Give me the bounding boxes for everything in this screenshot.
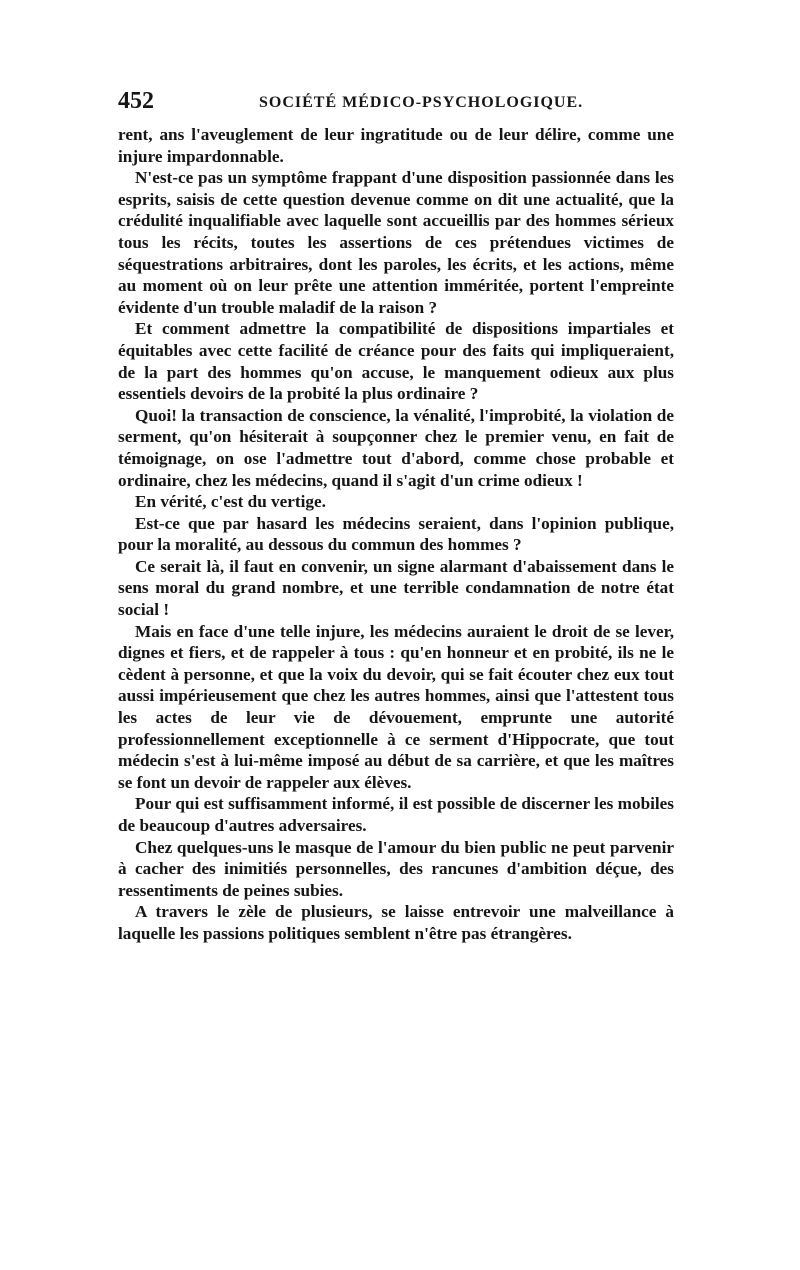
paragraph: Ce serait là, il faut en convenir, un signe alarmant d'abaissement dans le sens moral du grand nombre, et une terrible condamnation de notre état social ! [118,556,674,620]
page-number: 452 [118,88,154,114]
paragraph: rent, ans l'aveuglement de leur ingratitude ou de leur délire, comme une injure impardonnable. [118,125,674,166]
paragraph: Chez quelques-uns le masque de l'amour du bien public ne peut parvenir à cacher des inimitiés personnelles, des rancunes d'ambition déçue, des ressentiments de peines subies. [118,837,674,900]
paragraph: Et comment admettre la compatibilité de dispositions impartiales et équitables avec cette facilité de créance pour des faits qui impliqueraient, de la part des hommes qu'on accuse, le manquement odieux aux plus essentiels devoirs de la probité la plus ordinaire ? [118,319,674,404]
paragraph: En vérité, c'est du vertige. [135,492,326,512]
paragraph: Quoi! la transaction de conscience, la vénalité, l'improbité, la violation de serment, qu'on hésiterait à soupçonner chez le premier venu, en fait de témoignage, on ose l'admettre tout d'abord, comme chose probable et ordinaire, chez les médecins, quand il s'agit d'un crime odieux ! [118,405,674,490]
paragraph: Est-ce que par hasard les médecins seraient, dans l'opinion publique, pour la moralité, au dessous du commun des hommes ? [118,513,674,555]
running-head: SOCIÉTÉ MÉDICO-PSYCHOLOGIQUE. [259,94,584,111]
paragraph: Mais en face d'une telle injure, les médecins auraient le droit de se lever, dignes et fiers, et de rappeler à tous : qu'en honneur et en probité, ils ne le cèdent à personne, et que la voix du devoir, qui se fait écouter chez eux tout aussi impérieusement que chez les autres hommes, ainsi que l'attestent tous les actes de leur vie de dévouement, emprunte une autorité professionnellement exceptionnelle à ce serment d'Hippocrate, que tout médecin s'est à lui-même imposé au début de sa carrière, et que les maîtres se font un devoir de rappeler aux élèves. [118,621,674,792]
paragraph: N'est-ce pas un symptôme frappant d'une disposition passionnée dans les esprits, saisis de cette question devenue comme on dit une actualité, que la crédulité inqualifiable avec laquelle sont accueillis par des hommes sérieux tous les récits, toutes les assertions de ces prétendues victimes de séquestrations arbitraires, dont les paroles, les écrits, et les actions, même au moment où on leur prête une attention imméritée, portent l'empreinte évidente d'un trouble maladif de la raison ? [118,168,674,317]
body-text [118,124,674,945]
paragraph: A travers le zèle de plusieurs, se laisse entrevoir une malveillance à laquelle les passions politiques semblent n'être pas étrangères. [118,902,674,943]
page-header [118,88,674,124]
paragraph: Pour qui est suffisamment informé, il est possible de discerner les mobiles de beaucoup d'autres adversaires. [118,794,674,835]
book-page [118,88,674,945]
